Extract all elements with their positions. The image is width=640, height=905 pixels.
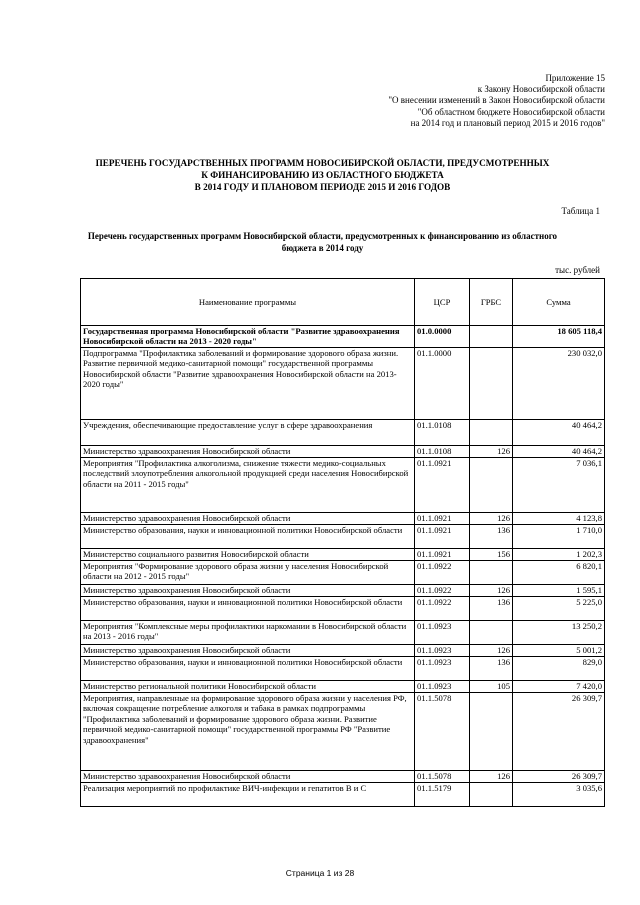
- cell-grbs: [470, 561, 513, 585]
- table-row: [81, 513, 605, 525]
- table-row: [81, 561, 605, 585]
- table-row: [81, 657, 605, 681]
- cell-grbs: 126: [470, 645, 513, 657]
- cell-sum: 1 595,1: [513, 585, 605, 597]
- cell-name: Министерство здравоохранения Новосибирской области: [81, 771, 415, 783]
- appendix-line: "Об областном бюджете Новосибирской области: [417, 106, 605, 117]
- document-title: [60, 157, 585, 193]
- cell-sum: 3 035,6: [513, 783, 605, 807]
- cell-name: Министерство образования, науки и инновационной политики Новосибирской области: [81, 657, 415, 681]
- cell-grbs: 126: [470, 771, 513, 783]
- cell-name: Реализация мероприятий по профилактике ВИЧ-инфекции и гепатитов В и С: [81, 783, 415, 807]
- cell-grbs: 136: [470, 525, 513, 549]
- table-body: [81, 326, 605, 807]
- table-row: [81, 348, 605, 420]
- cell-sum: 40 464,2: [513, 446, 605, 458]
- cell-sum: 26 309,7: [513, 693, 605, 771]
- cell-grbs: 126: [470, 585, 513, 597]
- cell-sum: 40 464,2: [513, 420, 605, 446]
- cell-csr: 01.1.0923: [415, 621, 470, 645]
- header-name: Наименование программы: [81, 279, 415, 326]
- page-footer: Страница 1 из 28: [285, 868, 355, 878]
- cell-grbs: [470, 420, 513, 446]
- cell-grbs: [470, 621, 513, 645]
- cell-csr: 01.1.0108: [415, 446, 470, 458]
- table-row: [81, 458, 605, 513]
- cell-csr: 01.1.0921: [415, 513, 470, 525]
- table-row: [81, 549, 605, 561]
- cell-name: Мероприятия "Формирование здорового образа жизни у населения Новосибирской области на 2012 - 2015 годы": [81, 561, 415, 585]
- title-line: К ФИНАНСИРОВАНИЮ ИЗ ОБЛАСТНОГО БЮДЖЕТА: [201, 170, 444, 180]
- cell-csr: 01.1.0921: [415, 458, 470, 513]
- cell-sum: 6 820,1: [513, 561, 605, 585]
- cell-csr: 01.1.0921: [415, 525, 470, 549]
- table-row: [81, 597, 605, 621]
- table-row: [81, 420, 605, 446]
- cell-grbs: 156: [470, 549, 513, 561]
- cell-sum: 5 225,0: [513, 597, 605, 621]
- table-row: [81, 771, 605, 783]
- cell-sum: 18 605 118,4: [513, 326, 605, 348]
- cell-name: Министерство здравоохранения Новосибирской области: [81, 446, 415, 458]
- cell-name: Министерство региональной политики Новосибирской области: [81, 681, 415, 693]
- cell-grbs: 105: [470, 681, 513, 693]
- cell-name: Министерство здравоохранения Новосибирской области: [81, 513, 415, 525]
- table-number: Таблица 1: [561, 206, 600, 216]
- cell-sum: 1 710,0: [513, 525, 605, 549]
- cell-grbs: [470, 693, 513, 771]
- cell-csr: 01.0.0000: [415, 326, 470, 348]
- cell-grbs: 136: [470, 657, 513, 681]
- appendix-line: на 2014 год и плановый период 2015 и 2016 годов": [410, 117, 605, 128]
- cell-sum: 7 036,1: [513, 458, 605, 513]
- cell-name: Министерство социального развития Новосибирской области: [81, 549, 415, 561]
- cell-name: Министерство здравоохранения Новосибирской области: [81, 585, 415, 597]
- cell-grbs: 126: [470, 446, 513, 458]
- appendix-line: Приложение 15: [545, 73, 605, 83]
- cell-name: Мероприятия, направленные на формирование здорового образа жизни у населения РФ, включая сокращение потребление алкоголя и табака в рамках подпрограммы "Профилактика заболеваний и формирование здорового образа жизни. Развитие первичной медико-санитарной помощи" государственной программы РФ "Развитие здравоохранения": [81, 693, 415, 771]
- cell-name: Учреждения, обеспечивающие предоставление услуг в сфере здравоохранения: [81, 420, 415, 446]
- cell-sum: 7 420,0: [513, 681, 605, 693]
- appendix-line: к Закону Новосибирской области: [477, 84, 605, 95]
- cell-name: Подпрограмма "Профилактика заболеваний и формирование здорового образа жизни. Развитие первичной медико-санитарной помощи" государственной программы Новосибирской области "Развитие здравоохранения Новосибирской области на 2013-2020 годы": [81, 348, 415, 420]
- table-row: [81, 645, 605, 657]
- table-row: [81, 783, 605, 807]
- table-row: [81, 326, 605, 348]
- cell-csr: 01.1.0000: [415, 348, 470, 420]
- cell-sum: 26 309,7: [513, 771, 605, 783]
- cell-sum: 230 032,0: [513, 348, 605, 420]
- cell-sum: 1 202,3: [513, 549, 605, 561]
- cell-sum: 13 250,2: [513, 621, 605, 645]
- cell-csr: 01.1.0922: [415, 561, 470, 585]
- cell-grbs: 136: [470, 597, 513, 621]
- cell-csr: 01.1.0922: [415, 585, 470, 597]
- cell-csr: 01.1.5078: [415, 693, 470, 771]
- cell-csr: 01.1.0923: [415, 681, 470, 693]
- cell-grbs: 126: [470, 513, 513, 525]
- cell-name: Мероприятия "Профилактика алкоголизма, снижение тяжести медико-социальных последствий злоупотребления алкогольной продукцией среди населения Новосибирской области на 2011 - 2015 годы": [81, 458, 415, 513]
- table-row: [81, 446, 605, 458]
- cell-name: Министерство образования, науки и инновационной политики Новосибирской области: [81, 525, 415, 549]
- cell-name: Мероприятия "Комплексные меры профилактики наркомании в Новосибирской области на 2013 - 2016 годы": [81, 621, 415, 645]
- programs-table: [80, 278, 605, 807]
- table-header-row: [81, 279, 605, 326]
- cell-name: Министерство здравоохранения Новосибирской области: [81, 645, 415, 657]
- cell-csr: 01.1.5078: [415, 771, 470, 783]
- appendix-block: [185, 73, 605, 129]
- table-subtitle: Перечень государственных программ Новосибирской области, предусмотренных к финансированию из областного бюджета в 2014 году: [87, 231, 558, 253]
- title-line: В 2014 ГОДУ И ПЛАНОВОМ ПЕРИОДЕ 2015 И 2016 ГОДОВ: [194, 182, 451, 192]
- appendix-line: "О внесении изменений в Закон Новосибирской области: [388, 95, 605, 106]
- cell-grbs: [470, 458, 513, 513]
- cell-csr: 01.1.0921: [415, 549, 470, 561]
- cell-sum: 829,0: [513, 657, 605, 681]
- cell-grbs: [470, 348, 513, 420]
- header-grbs: ГРБС: [470, 279, 513, 326]
- cell-csr: 01.1.0923: [415, 657, 470, 681]
- title-line: ПЕРЕЧЕНЬ ГОСУДАРСТВЕННЫХ ПРОГРАММ НОВОСИБИРСКОЙ ОБЛАСТИ, ПРЕДУСМОТРЕННЫХ: [95, 158, 550, 168]
- table-row: [81, 585, 605, 597]
- cell-csr: 01.1.0108: [415, 420, 470, 446]
- cell-grbs: [470, 326, 513, 348]
- cell-csr: 01.1.5179: [415, 783, 470, 807]
- table-row: [81, 693, 605, 771]
- table-row: [81, 525, 605, 549]
- table-row: [81, 681, 605, 693]
- header-csr: ЦСР: [415, 279, 470, 326]
- cell-sum: 4 123,8: [513, 513, 605, 525]
- cell-grbs: [470, 783, 513, 807]
- unit-label: тыс. рублей: [555, 265, 600, 275]
- cell-name: Министерство образования, науки и инновационной политики Новосибирской области: [81, 597, 415, 621]
- cell-name: Государственная программа Новосибирской области "Развитие здравоохранения Новосибирской области на 2013 - 2020 годы": [81, 326, 415, 348]
- cell-csr: 01.1.0923: [415, 645, 470, 657]
- cell-sum: 5 001,2: [513, 645, 605, 657]
- cell-csr: 01.1.0922: [415, 597, 470, 621]
- table-row: [81, 621, 605, 645]
- header-sum: Сумма: [513, 279, 605, 326]
